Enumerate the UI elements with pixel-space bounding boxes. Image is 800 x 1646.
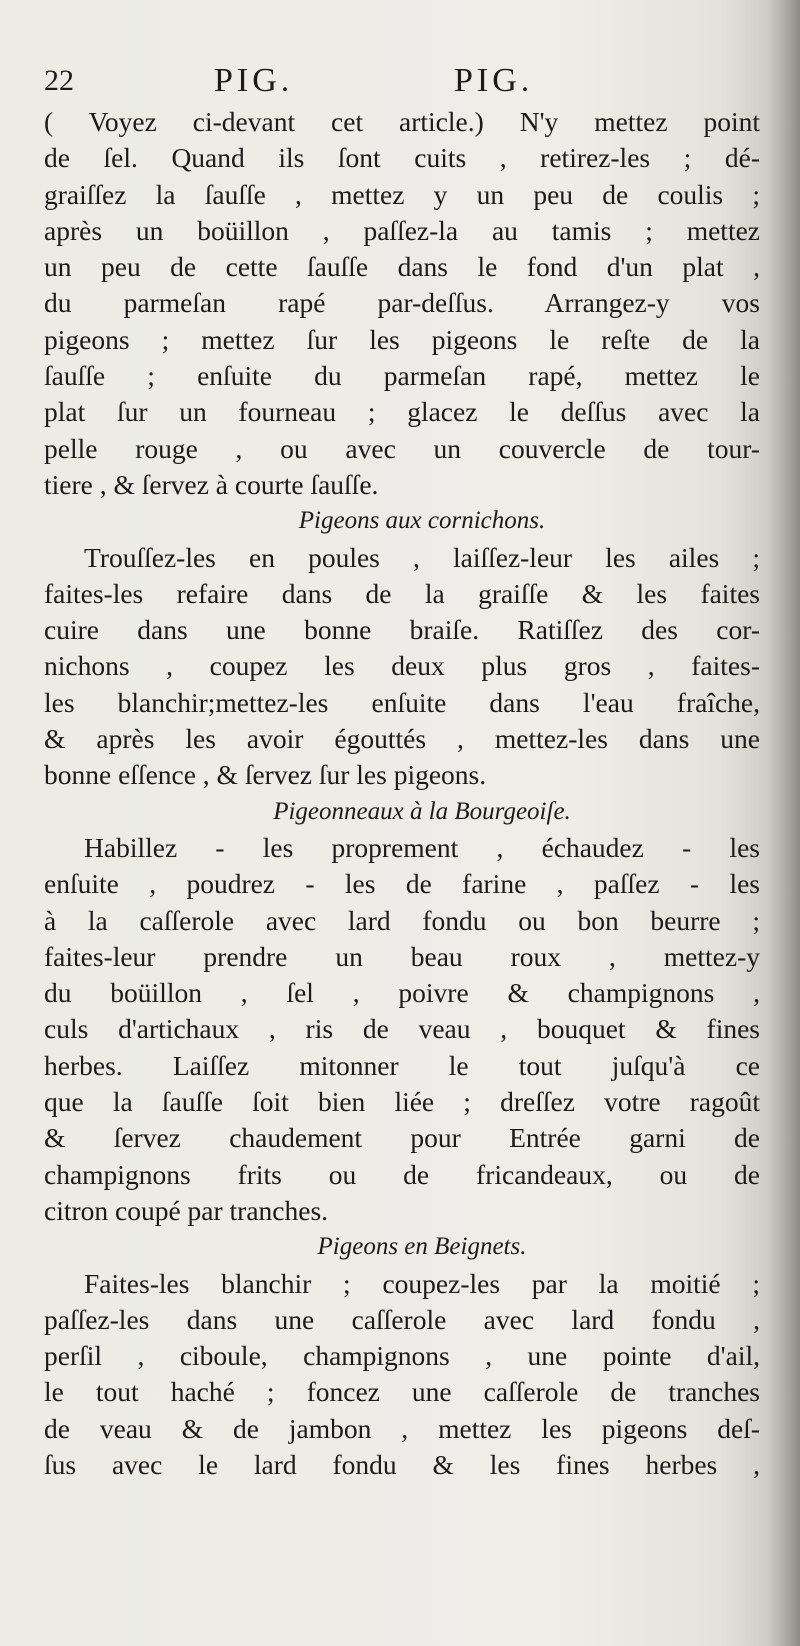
text-line: les blanchir;mettez-les enſuite dans l'eau fraîche, (44, 686, 760, 718)
text-line: Trouſſez-les en poules , laiſſez-leur les ailes ; (84, 541, 760, 573)
text-line: & ſervez chaudement pour Entrée garni de (44, 1122, 760, 1154)
page-text (44, 58, 760, 1483)
text-line: de ſel. Quand ils ſont cuits , retirez-les ; dé- (44, 142, 760, 174)
page-number: 22 (44, 64, 74, 97)
text-line: enſuite , poudrez - les de farine , paſſez - les (44, 868, 760, 900)
text-line: ( Voyez ci-devant cet article.) N'y mettez point (44, 106, 760, 137)
text-line: graiſſez la ſauſſe , mettez y un peu de coulis ; (44, 178, 760, 210)
text-line: paſſez-les dans une caſſerole avec lard fondu , (44, 1303, 760, 1335)
text-line: un peu de cette ſauſſe dans le fond d'un plat , (44, 251, 760, 283)
text-line: citron coupé par tranches. (44, 1194, 329, 1226)
recipe-heading: Pigeons aux cornichons. (298, 507, 546, 535)
text-line: le tout haché ; foncez une caſſerole de tranches (44, 1376, 760, 1408)
text-line: faites-leur prendre un beau roux , mettez-y (44, 940, 760, 972)
text-line: bonne eſſence , & ſervez ſur les pigeons. (44, 759, 487, 791)
text-line: ſus avec le lard fondu & les fines herbes , (44, 1448, 760, 1480)
text-line: cuire dans une bonne braiſe. Ratiſſez des cor- (44, 614, 760, 646)
text-line: tiere , & ſervez à courte ſauſſe. (44, 468, 379, 500)
recipe-paragraph (44, 830, 760, 1229)
binding-shadow (766, 0, 800, 1646)
text-line: nichons , coupez les deux plus gros , faites- (44, 650, 760, 682)
text-line: pigeons ; mettez ſur les pigeons le reſte de la (44, 323, 760, 355)
running-head-right: PIG. (454, 62, 534, 99)
recipe-paragraph (44, 540, 760, 794)
running-head-left: PIG. (214, 62, 294, 99)
running-head (44, 58, 760, 104)
text-line: ſauſſe ; enſuite du parmeſan rapé, mettez le (44, 360, 760, 392)
text-line: à la caſſerole avec lard fondu ou bon beurre ; (44, 904, 760, 936)
text-line: du boüillon , ſel , poivre & champignons , (44, 977, 760, 1009)
text-line: du parmeſan rapé par-deſſus. Arrangez-y vos (44, 287, 760, 319)
recipe-paragraph (44, 1266, 760, 1484)
text-line: culs d'artichaux , ris de veau , bouquet & fines (44, 1013, 760, 1045)
text-line: champignons frits ou de fricandeaux, ou de (44, 1158, 760, 1190)
text-line: après un boüillon , paſſez-la au tamis ; mettez (44, 214, 760, 246)
text-line: herbes. Laiſſez mitonner le tout juſqu'à ce (44, 1049, 760, 1081)
text-line: de veau & de jambon , mettez les pigeons deſ- (44, 1412, 760, 1444)
text-line: faites-les refaire dans de la graiſſe & les faites (44, 577, 760, 609)
text-line: Faites-les blanchir ; coupez-les par la moitié ; (84, 1267, 760, 1299)
recipe-heading: Pigeonneaux à la Bourgeoiſe. (273, 797, 571, 825)
recipe-heading: Pigeons en Beignets. (317, 1233, 527, 1261)
text-line: perſil , ciboule, champignons , une pointe d'ail, (44, 1340, 760, 1372)
paragraph-continuation (44, 104, 760, 503)
text-line: plat ſur un fourneau ; glacez le deſſus avec la (44, 396, 760, 428)
text-line: pelle rouge , ou avec un couvercle de tour- (44, 432, 760, 464)
text-line: Habillez - les proprement , échaudez - les (84, 831, 760, 863)
text-line: que la ſauſſe ſoit bien liée ; dreſſez votre ragoût (44, 1086, 760, 1118)
text-line: & après les avoir égouttés , mettez-les dans une (44, 723, 760, 755)
